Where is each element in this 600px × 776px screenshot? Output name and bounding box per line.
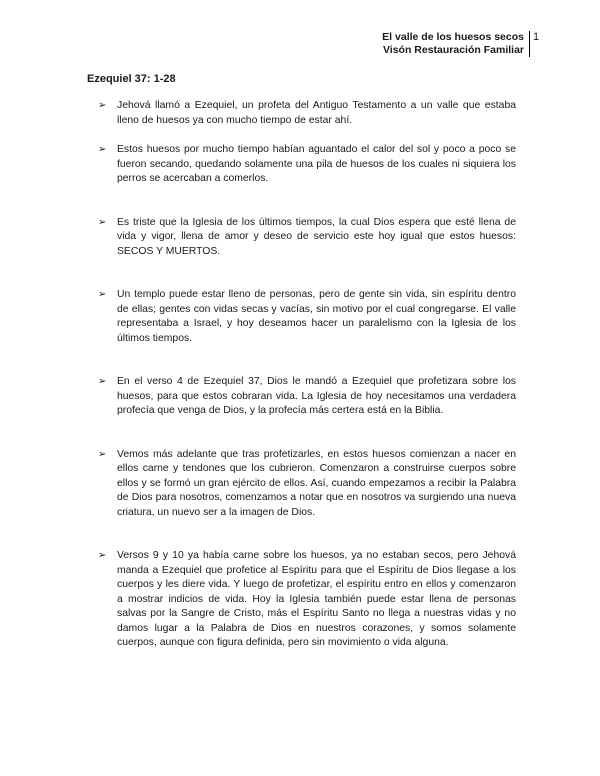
list-item-text: En el verso 4 de Ezequiel 37, Dios le mandó a Ezequiel que profetizara sobre los huesos, para que estos cobraran vida. La Iglesia de hoy necesitamos una verdadera profecía que venga de Dios, y la profecía más certera está en la Biblia. xyxy=(117,376,516,416)
list-item xyxy=(98,375,516,419)
page-number: 1 xyxy=(533,31,540,43)
arrow-bullet-icon: ➢ xyxy=(98,100,107,111)
arrow-bullet-icon: ➢ xyxy=(98,216,107,228)
list-item-text: Es triste que la Iglesia de los últimos tiempos, la cual Dios espera que esté llena de vida y vigor, llena de amor y deseo de servicio este hoy igual que estos huesos: SECOS Y MUERTOS. xyxy=(117,216,516,257)
section-title: Ezequiel 37: 1-28 xyxy=(87,73,176,85)
list-item xyxy=(98,143,516,187)
list-item-text: Un templo puede estar lleno de personas, pero de gente sin vida, sin espíritu dentro de ellas; gentes con vidas secas y vacías, sin motivo por el cual congregarse. El valle representaba a Israel, y hoy deseamos hacer un paralelismo con la Iglesia de los últimos tiempos. xyxy=(117,289,516,344)
running-header xyxy=(382,31,530,57)
list-item-text: Versos 9 y 10 ya había carne sobre los huesos, ya no estaban secos, pero Jehová manda a Ezequiel que profetice al Espíritu para que el Espíritu de Dios llegase a los cuerpos y les diere vida. Y luego de profetizar, el espíritu entro en ellos y comenzaron a mostrar indicios de vida. Hoy la Iglesia también puede estar llena de personas salvas por la Sangre de Cristo, más el Espíritu Santo no llega a nuestras vidas y no damos lugar a la Palabra de Dios en nuestros corazones, y somos solamente cuerpos, aunque con figura definida, pero sin movimiento o vida alguna. xyxy=(117,550,516,648)
list-item-text: Estos huesos por mucho tiempo habían aguantado el calor del sol y poco a poco se fueron secando, quedando solamente una pila de huesos de los cuales ni siquiera los perros se acercaban a comerlos. xyxy=(117,144,516,184)
header-subtitle: Visón Restauración Familiar xyxy=(382,44,524,56)
list-item xyxy=(98,99,516,128)
list-item xyxy=(98,288,516,346)
header-title: El valle de los huesos secos xyxy=(382,31,524,43)
arrow-bullet-icon: ➢ xyxy=(98,376,107,387)
list-item-text: Vemos más adelante que tras profetizarles, en estos huesos comienzan a nacer en ellos carne y tendones que los cubrieron. Comenzaron a construirse cuerpos sobre ellos y se formó un gran ejército de ellos. Así, cuando empezamos a recibir la Palabra de Dios para nosotros, comenzamos a notar que en nosotros va surgiendo una nueva criatura, un nuevo ser a la imagen de Dios. xyxy=(117,448,516,518)
arrow-bullet-icon: ➢ xyxy=(98,289,107,300)
list-item xyxy=(98,448,516,521)
list-item-text: Jehová llamó a Ezequiel, un profeta del Antiguo Testamento a un valle que estaba lleno de huesos ya con mucho tiempo de estar ahí. xyxy=(117,100,516,126)
bullet-list xyxy=(98,99,516,651)
list-item xyxy=(98,216,516,260)
arrow-bullet-icon: ➢ xyxy=(98,550,107,561)
list-item xyxy=(98,549,516,651)
arrow-bullet-icon: ➢ xyxy=(98,448,107,460)
arrow-bullet-icon: ➢ xyxy=(98,144,107,155)
